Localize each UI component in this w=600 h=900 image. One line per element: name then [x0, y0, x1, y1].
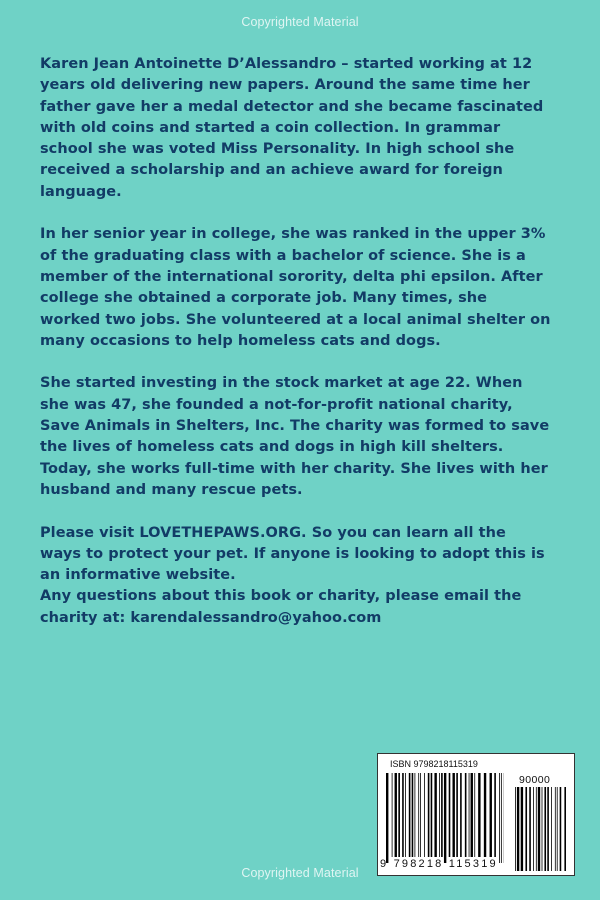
barcode-bar: [395, 773, 397, 857]
barcode-bar: [494, 773, 496, 857]
barcode-bar: [529, 787, 531, 871]
barcode-bar: [474, 773, 475, 857]
barcode-bar: [424, 773, 425, 857]
barcode-bar: [547, 787, 549, 871]
barcode-bar: [499, 773, 500, 863]
barcode-bar: [444, 773, 446, 863]
barcode-bar: [490, 773, 492, 857]
barcode-bar: [428, 773, 430, 857]
price-addon-bars: [515, 787, 569, 871]
isbn-label: ISBN 9798218115319: [390, 759, 478, 769]
back-cover-bio: [40, 54, 580, 629]
barcode-bar: [418, 773, 419, 857]
barcode-bar: [544, 787, 546, 871]
barcode-bar: [515, 787, 516, 871]
barcode-bar: [449, 773, 451, 857]
barcode-bar: [536, 787, 537, 871]
bio-paragraph-5: Any questions about this book or charity, please email the charity at: karendalessandro@yahoo.com: [40, 588, 522, 626]
barcode-bar: [538, 787, 540, 871]
barcode-bar: [434, 773, 436, 857]
barcode-bar: [409, 773, 411, 857]
barcode-bar: [564, 787, 566, 871]
barcode-bar: [484, 773, 486, 857]
barcode-bar: [501, 773, 502, 863]
copyright-watermark-bottom: Copyrighted Material: [241, 866, 359, 880]
bio-paragraph-4: Please visit LOVETHEPAWS.ORG. So you can learn all the ways to protect your pet. If anyone is looking to adopt this is an informative website.: [40, 524, 545, 584]
bio-paragraph-2: In her senior year in college, she was ranked in the upper 3% of the graduating class with a bachelor of science. She is a member of the international sorority, delta phi epsilon. After college she obtained a corporate job. Many times, she worked two jobs. She volunteered at a local animal shelter on many occasions to help homeless cats and dogs.: [40, 226, 551, 349]
barcode-bar: [402, 773, 404, 857]
copyright-watermark-top: Copyrighted Material: [241, 15, 359, 29]
barcode-bar: [420, 773, 421, 857]
barcode-bar: [392, 773, 393, 857]
barcode-bar: [460, 773, 462, 857]
barcode-bar: [453, 773, 455, 857]
barcode-bar: [521, 787, 523, 871]
barcode-bar: [465, 773, 467, 857]
barcode-bar: [517, 787, 519, 871]
barcode-bar: [405, 773, 406, 857]
barcode-bar: [412, 773, 414, 857]
barcode-bar: [560, 787, 562, 871]
barcode-bar: [471, 773, 473, 857]
barcode-bar: [469, 773, 470, 857]
isbn-barcode: [377, 753, 575, 876]
barcode-bar: [542, 787, 543, 871]
barcode-bar: [456, 773, 458, 857]
barcode-bar: [555, 787, 556, 871]
barcode-bar: [525, 787, 527, 871]
ean-digits: 9 798218 115319: [380, 858, 498, 870]
barcode-bar: [386, 773, 388, 863]
barcode-bar: [415, 773, 416, 857]
barcode-bar: [478, 773, 480, 857]
bio-paragraph-1: Karen Jean Antoinette D’Alessandro – started working at 12 years old delivering new papers. Around the same time her father gave her a medal detector and she became fascinated with old coins and started a coin collection. In grammar school she was voted Miss Personality. In high school she received a scholarship and an achieve award for foreign language.: [40, 56, 544, 200]
barcode-bar: [439, 773, 440, 857]
barcode-bar: [557, 787, 558, 871]
barcode-bar: [441, 773, 443, 857]
bio-paragraph-3: She started investing in the stock market at age 22. When she was 47, she founded a not-for-profit national charity, Save Animals in Shelters, Inc. The charity was formed to save the lives of homeless cats and dogs in high kill shelters. Today, she works full-time with her charity. She lives with her husband and many rescue pets.: [40, 375, 550, 498]
ean-barcode-bars: [386, 773, 504, 863]
price-code: 90000: [519, 774, 551, 786]
barcode-bar: [533, 787, 534, 871]
barcode-bar: [551, 787, 552, 871]
barcode-bar: [431, 773, 433, 857]
barcode-bar: [398, 773, 400, 857]
